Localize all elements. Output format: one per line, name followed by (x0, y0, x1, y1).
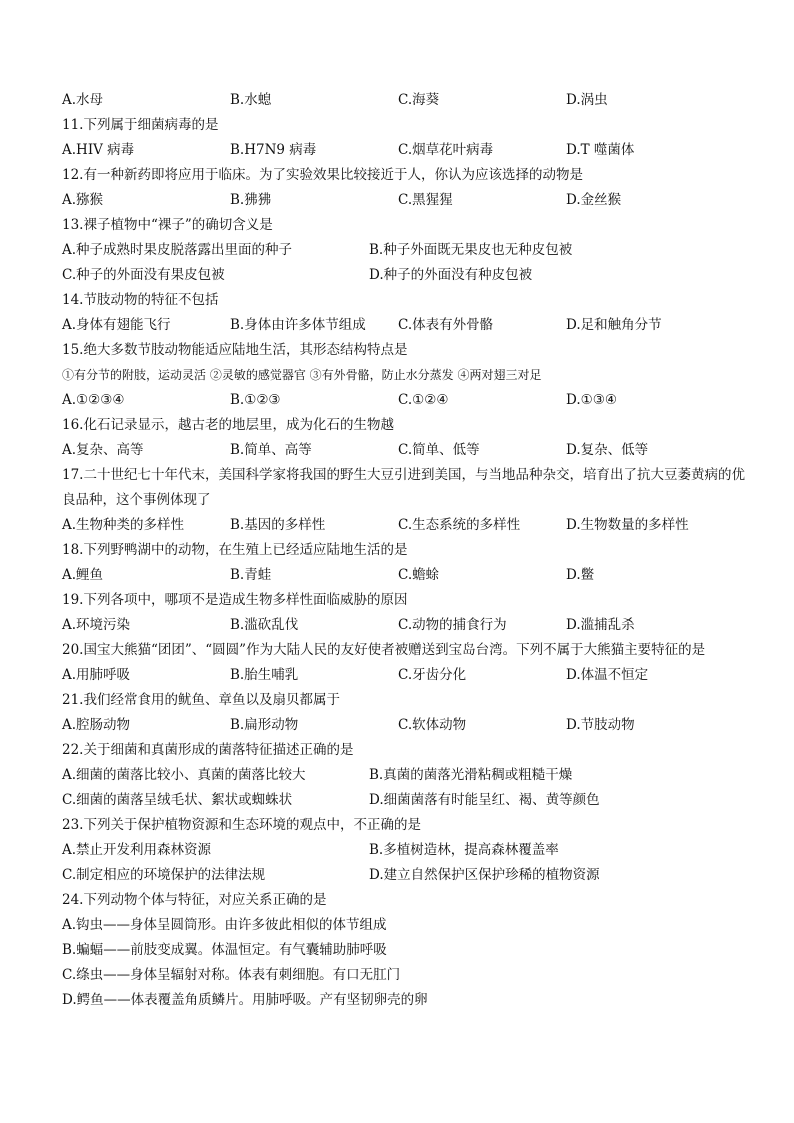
option-row (62, 438, 752, 463)
option-row (62, 713, 752, 738)
question-stem: 19.下列各项中，哪项不是造成生物多样性面临威胁的原因 (62, 592, 408, 608)
answer-option: C.绦虫——身体呈辐射对称。体表有刺细胞。有口无肛门 (62, 967, 401, 983)
question-block (62, 288, 752, 338)
question-block (62, 163, 752, 213)
question-stem: 21.我们经常食用的鱿鱼、章鱼以及扇贝都属于 (62, 692, 340, 708)
question-list (62, 88, 752, 1013)
answer-option: B.简单、高等 (230, 442, 312, 458)
answer-option: A.细菌的菌落比较小、真菌的菌落比较大 (62, 767, 306, 783)
answer-option: C.生态系统的多样性 (398, 517, 521, 533)
question-stem: 22.关于细菌和真菌形成的菌落特征描述正确的是 (62, 742, 354, 758)
answer-option: D.复杂、低等 (566, 442, 649, 458)
question-stem: 15.绝大多数节肢动物能适应陆地生活，其形态结构特点是 (62, 342, 408, 358)
answer-option: C.黑猩猩 (398, 192, 453, 208)
answer-option: D.T 噬菌体 (566, 142, 635, 158)
question-block (62, 538, 752, 588)
question-block (62, 588, 752, 638)
answer-option: B.胎生哺乳 (230, 667, 299, 683)
answer-option: B.种子外面既无果皮也无种皮包被 (369, 242, 573, 258)
option-row (62, 613, 752, 638)
answer-option: C.烟草花叶病毒 (398, 142, 494, 158)
answer-option: D.细菌菌落有时能呈红、褐、黄等颜色 (369, 792, 600, 808)
answer-option: A.禁止开发利用森林资源 (62, 842, 212, 858)
answer-option: B.狒狒 (230, 192, 272, 208)
answer-option: B.真菌的菌落光滑粘稠或粗糙干燥 (369, 767, 573, 783)
option-row (62, 663, 752, 688)
question-block (62, 88, 752, 113)
answer-option: B.H7N9 病毒 (230, 142, 317, 158)
answer-option: A.猕猴 (62, 192, 104, 208)
answer-option: A.水母 (62, 92, 104, 108)
question-block (62, 113, 752, 163)
question-statements: ①有分节的附肢，运动灵活 ②灵敏的感觉器官 ③有外骨骼，防止水分蒸发 ④两对翅三对足 (62, 368, 542, 382)
option-row (62, 238, 752, 263)
question-block (62, 888, 752, 1013)
answer-option: A.钩虫——身体呈圆筒形。由许多彼此相似的体节组成 (62, 917, 387, 933)
answer-option: A.种子成熟时果皮脱落露出里面的种子 (62, 242, 293, 258)
answer-option: C.软体动物 (398, 717, 467, 733)
option-row (62, 863, 752, 888)
answer-option: D.滥捕乱杀 (566, 617, 635, 633)
question-stem: 24.下列动物个体与特征，对应关系正确的是 (62, 892, 327, 908)
answer-option: B.①②③ (230, 392, 281, 408)
answer-option: D.鳖 (566, 567, 595, 583)
answer-option: C.细菌的菌落呈绒毛状、絮状或蜘蛛状 (62, 792, 293, 808)
question-stem: 11.下列属于细菌病毒的是 (62, 117, 219, 133)
question-stem: 12.有一种新药即将应用于临床。为了实验效果比较接近于人，你认为应该选择的动物是 (62, 167, 583, 183)
question-block (62, 338, 752, 413)
answer-option: D.涡虫 (566, 92, 608, 108)
question-stem: 20.国宝大熊猫“团团”、“圆圆”作为大陆人民的友好使者被赠送到宝岛台湾。下列不属于大熊猫主要特征的是 (62, 642, 706, 658)
question-block (62, 463, 752, 538)
question-block (62, 688, 752, 738)
answer-option: A.复杂、高等 (62, 442, 144, 458)
answer-option: D.节肢动物 (566, 717, 635, 733)
question-block (62, 213, 752, 288)
answer-option: D.建立自然保护区保护珍稀的植物资源 (369, 867, 600, 883)
answer-option: A.腔肠动物 (62, 717, 131, 733)
answer-option: C.牙齿分化 (398, 667, 467, 683)
question-stem: 18.下列野鸭湖中的动物，在生殖上已经适应陆地生活的是 (62, 542, 408, 558)
option-row (62, 388, 752, 413)
option-row (62, 138, 752, 163)
option-row (62, 513, 752, 538)
answer-option: A.身体有翅能飞行 (62, 317, 171, 333)
answer-option: A.①②③④ (62, 392, 125, 408)
answer-option: A.HIV 病毒 (62, 142, 135, 158)
answer-option: C.体表有外骨骼 (398, 317, 494, 333)
option-row (62, 88, 752, 113)
answer-option: C.动物的捕食行为 (398, 617, 507, 633)
answer-option: D.体温不恒定 (566, 667, 649, 683)
option-row (62, 788, 752, 813)
answer-option: D.生物数量的多样性 (566, 517, 689, 533)
answer-option: A.鲤鱼 (62, 567, 104, 583)
answer-option: A.用肺呼吸 (62, 667, 131, 683)
question-block (62, 638, 752, 688)
question-stem: 14.节肢动物的特征不包括 (62, 292, 219, 308)
option-row (62, 313, 752, 338)
option-row (62, 838, 752, 863)
answer-option: C.①②④ (398, 392, 449, 408)
answer-option: D.种子的外面没有种皮包被 (369, 267, 533, 283)
answer-option: A.生物种类的多样性 (62, 517, 185, 533)
question-stem: 23.下列关于保护植物资源和生态环境的观点中，不正确的是 (62, 817, 421, 833)
question-block (62, 738, 752, 813)
answer-option: A.环境污染 (62, 617, 131, 633)
question-stem: 16.化石记录显示，越古老的地层里，成为化石的生物越 (62, 417, 394, 433)
option-row (62, 763, 752, 788)
answer-option: B.蝙蝠——前肢变成翼。体温恒定。有气囊辅助肺呼吸 (62, 942, 387, 958)
option-row (62, 188, 752, 213)
answer-option: D.足和触角分节 (566, 317, 662, 333)
answer-option: B.青蛙 (230, 567, 272, 583)
option-row (62, 263, 752, 288)
answer-option: B.多植树造林，提高森林覆盖率 (369, 842, 559, 858)
answer-option: D.金丝猴 (566, 192, 622, 208)
answer-option: C.简单、低等 (398, 442, 480, 458)
answer-option: C.海葵 (398, 92, 440, 108)
answer-option: B.滥砍乱伐 (230, 617, 299, 633)
option-row (62, 563, 752, 588)
answer-option: B.基因的多样性 (230, 517, 326, 533)
answer-option: B.扁形动物 (230, 717, 299, 733)
answer-option: B.水螅 (230, 92, 272, 108)
question-stem: 13.裸子植物中“裸子”的确切含义是 (62, 217, 273, 233)
answer-option: C.种子的外面没有果皮包被 (62, 267, 225, 283)
answer-option: B.身体由许多体节组成 (230, 317, 366, 333)
question-stem: 17.二十世纪七十年代末，美国科学家将我国的野生大豆引进到美国，与当地品种杂交，培育出了抗大豆萎黄病的优良品种，这个事例体现了 (62, 467, 745, 508)
question-block (62, 813, 752, 888)
answer-option: C.制定相应的环境保护的法律法规 (62, 867, 266, 883)
answer-option: C.蟾蜍 (398, 567, 440, 583)
question-block (62, 413, 752, 463)
answer-option: D.①③④ (566, 392, 617, 408)
answer-option: D.鳄鱼——体表覆盖角质鳞片。用肺呼吸。产有坚韧卵壳的卵 (62, 992, 428, 1008)
